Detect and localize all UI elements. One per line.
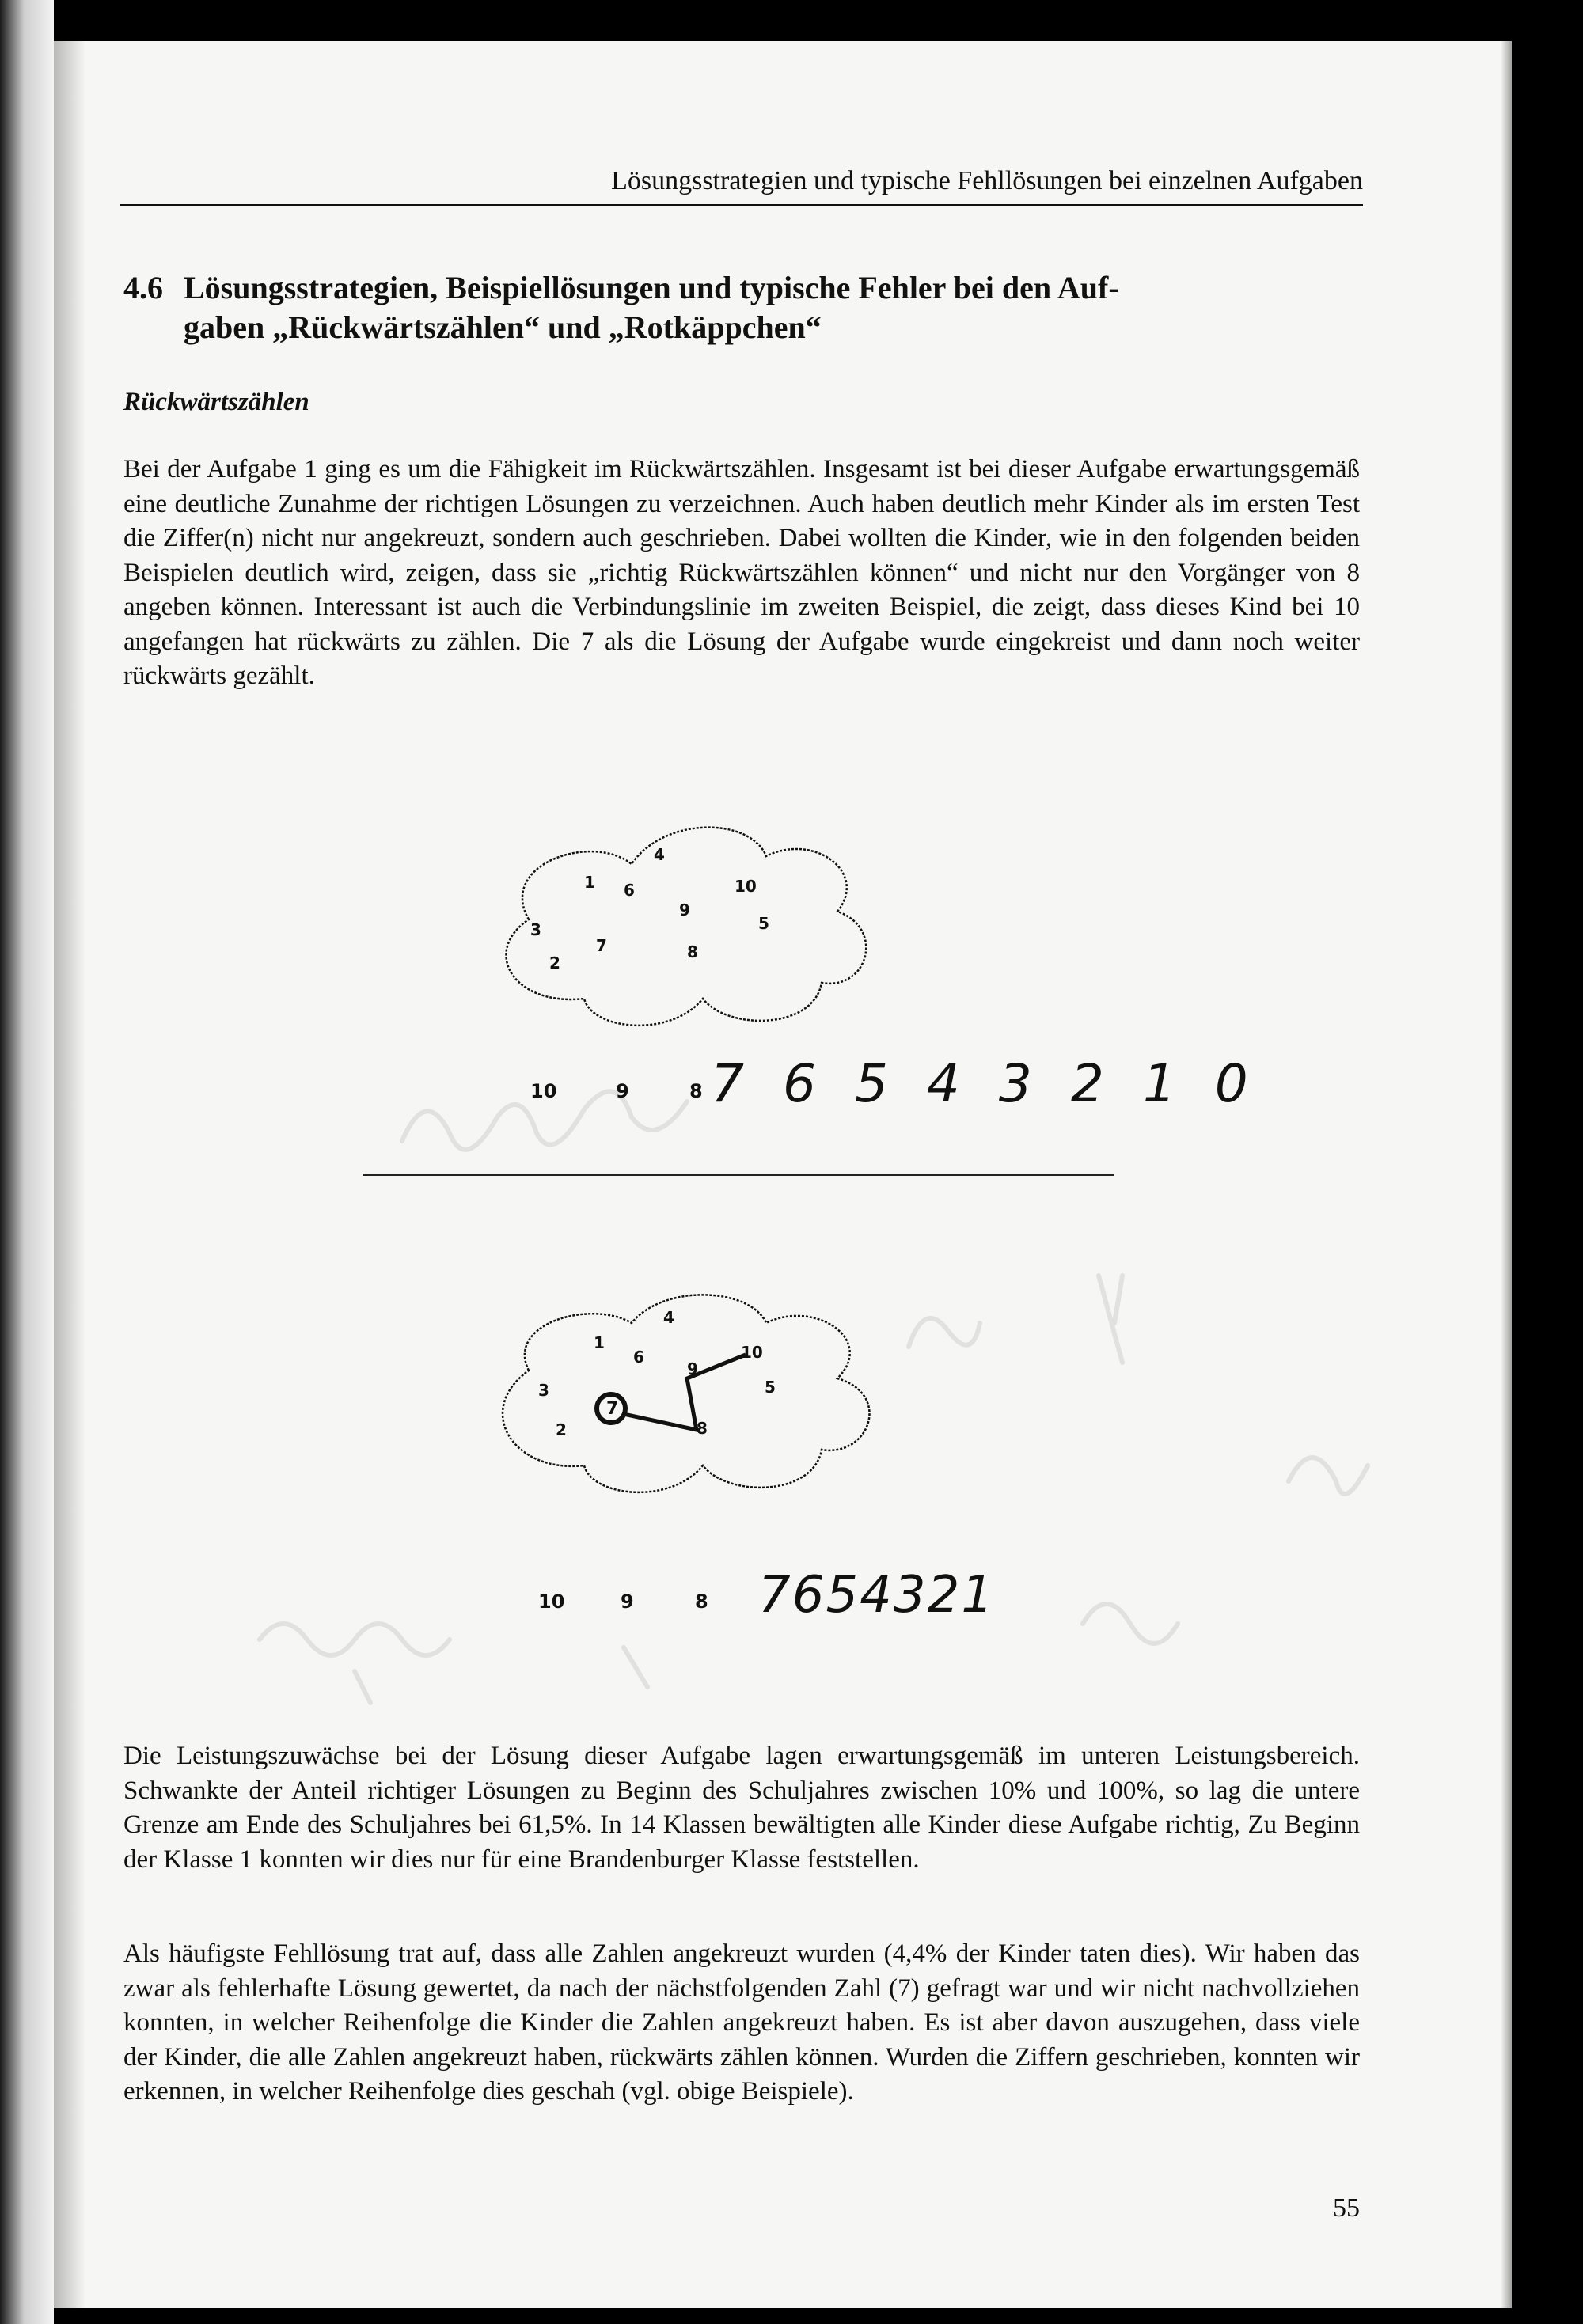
cloud-number: 10 [741, 1343, 763, 1362]
cloud-number: 4 [654, 845, 665, 864]
cloud-number: 7 [596, 936, 607, 955]
gutter-shadow [54, 41, 85, 2308]
section-title-line1: Lösungsstrategien, Beispiellösungen und typische Fehler bei den Auf- [184, 270, 1119, 305]
example-2-figure [355, 1291, 1146, 1624]
example-1-drawing [355, 801, 1259, 1133]
cloud-number-circled: 7 [606, 1399, 619, 1419]
cloud-number: 6 [633, 1348, 644, 1367]
book-page [54, 41, 1512, 2308]
cloud-number: 4 [663, 1308, 674, 1327]
cloud-number: 1 [594, 1333, 605, 1352]
cloud-number: 3 [538, 1381, 549, 1400]
cloud-number: 10 [735, 877, 757, 896]
section-number: 4.6 [123, 270, 163, 305]
printed-number: 8 [695, 1590, 708, 1613]
cloud-number: 5 [758, 914, 769, 933]
answer-line [363, 1174, 1114, 1176]
cloud-number: 3 [530, 920, 541, 939]
printed-number: 10 [530, 1080, 557, 1102]
cloud-number: 8 [687, 942, 698, 961]
running-head: Lösungsstrategien und typische Fehllösungen bei einzelnen Aufgaben [120, 166, 1363, 206]
cloud-number: 8 [697, 1419, 708, 1438]
paragraph-3: Als häufigste Fehllösung trat auf, dass alle Zahlen angekreuzt wurden (4,4% der Kinder taten dies). Wir haben das zwar als fehlerhafte Lösung gewertet, da nach der nächstfolgenden Zahl (7) gefragt war und wir nicht nachvollziehen konnten, in welcher Reihenfolge die Kinder die Zahlen angekreuzt haben. Es ist aber davon auszugehen, dass viele der Kinder, die alle Zahlen angekreuzt haben, rückwärts zählen können. Wurden die Ziffern geschrieben, konnten wir erkennen, in welcher Reihenfolge dies geschah (vgl. obige Beispiele). [123, 1939, 1360, 2106]
cloud-number: 2 [556, 1420, 567, 1439]
handwritten-answer: 7 6 5 4 3 2 1 0 [711, 1053, 1259, 1114]
facing-page-edge [0, 0, 54, 2324]
printed-number: 8 [689, 1080, 703, 1102]
page-edge-shadow [1501, 41, 1512, 2308]
example-2-drawing [355, 1291, 1146, 1624]
paragraph-2: Die Leistungszuwächse bei der Lösung dieser Aufgabe lagen erwartungsgemäß im unteren Leistungsbereich. Schwankte der Anteil richtiger Lösungen zu Beginn des Schuljahres zwischen 10% und 100%, so lag die untere Grenze am Ende des Schuljahres bei 61,5%. In 14 Klassen bewältigten alle Kinder diese Aufgabe richtig, Zu Beginn der Klasse 1 konnten wir dies nur für eine Brandenburger Klasse feststellen. [123, 1742, 1360, 1874]
cloud-number: 9 [679, 900, 690, 919]
printed-number: 9 [616, 1080, 629, 1102]
page-number: 55 [1333, 2193, 1360, 2223]
example-1-figure [355, 801, 1259, 1133]
cloud-number: 9 [687, 1359, 698, 1378]
printed-number: 10 [538, 1590, 565, 1613]
cloud-number: 1 [584, 873, 595, 892]
cloud-number: 5 [765, 1378, 776, 1397]
section-heading [123, 268, 1358, 347]
cloud-number: 6 [624, 881, 635, 900]
cloud-number: 2 [549, 953, 560, 972]
section-title-line2: gaben „Rückwärtszählen“ und „Rotkäppchen“ [184, 309, 822, 345]
handwritten-answer: 7654321 [758, 1566, 996, 1625]
paragraph-1: Bei der Aufgabe 1 ging es um die Fähigkeit im Rückwärtszählen. Insgesamt ist bei dieser Aufgabe erwartungsgemäß eine deutliche Zunahme der richtigen Lösungen zu verzeichnen. Auch haben deutlich mehr Kinder als im ersten Test die Ziffer(n) nicht nur angekreuzt, sondern auch geschrieben. Dabei wollten die Kinder, wie in den folgenden beiden Beispielen deutlich wird, zeigen, dass sie „richtig Rückwärtszählen können“ und nicht nur den Vorgänger von 8 angeben können. Interessant ist auch die Verbindungslinie im zweiten Beispiel, die zeigt, dass dieses Kind bei 10 angefangen hat rückwärts zu zählen. Die 7 als die Lösung der Aufgabe wurde eingekreist und dann noch weiter rückwärts gezählt. [123, 455, 1360, 690]
cloud-outline [503, 1295, 869, 1492]
cloud-outline [506, 828, 866, 1026]
subheading: Rückwärtszählen [123, 388, 309, 416]
printed-number: 9 [621, 1590, 634, 1613]
